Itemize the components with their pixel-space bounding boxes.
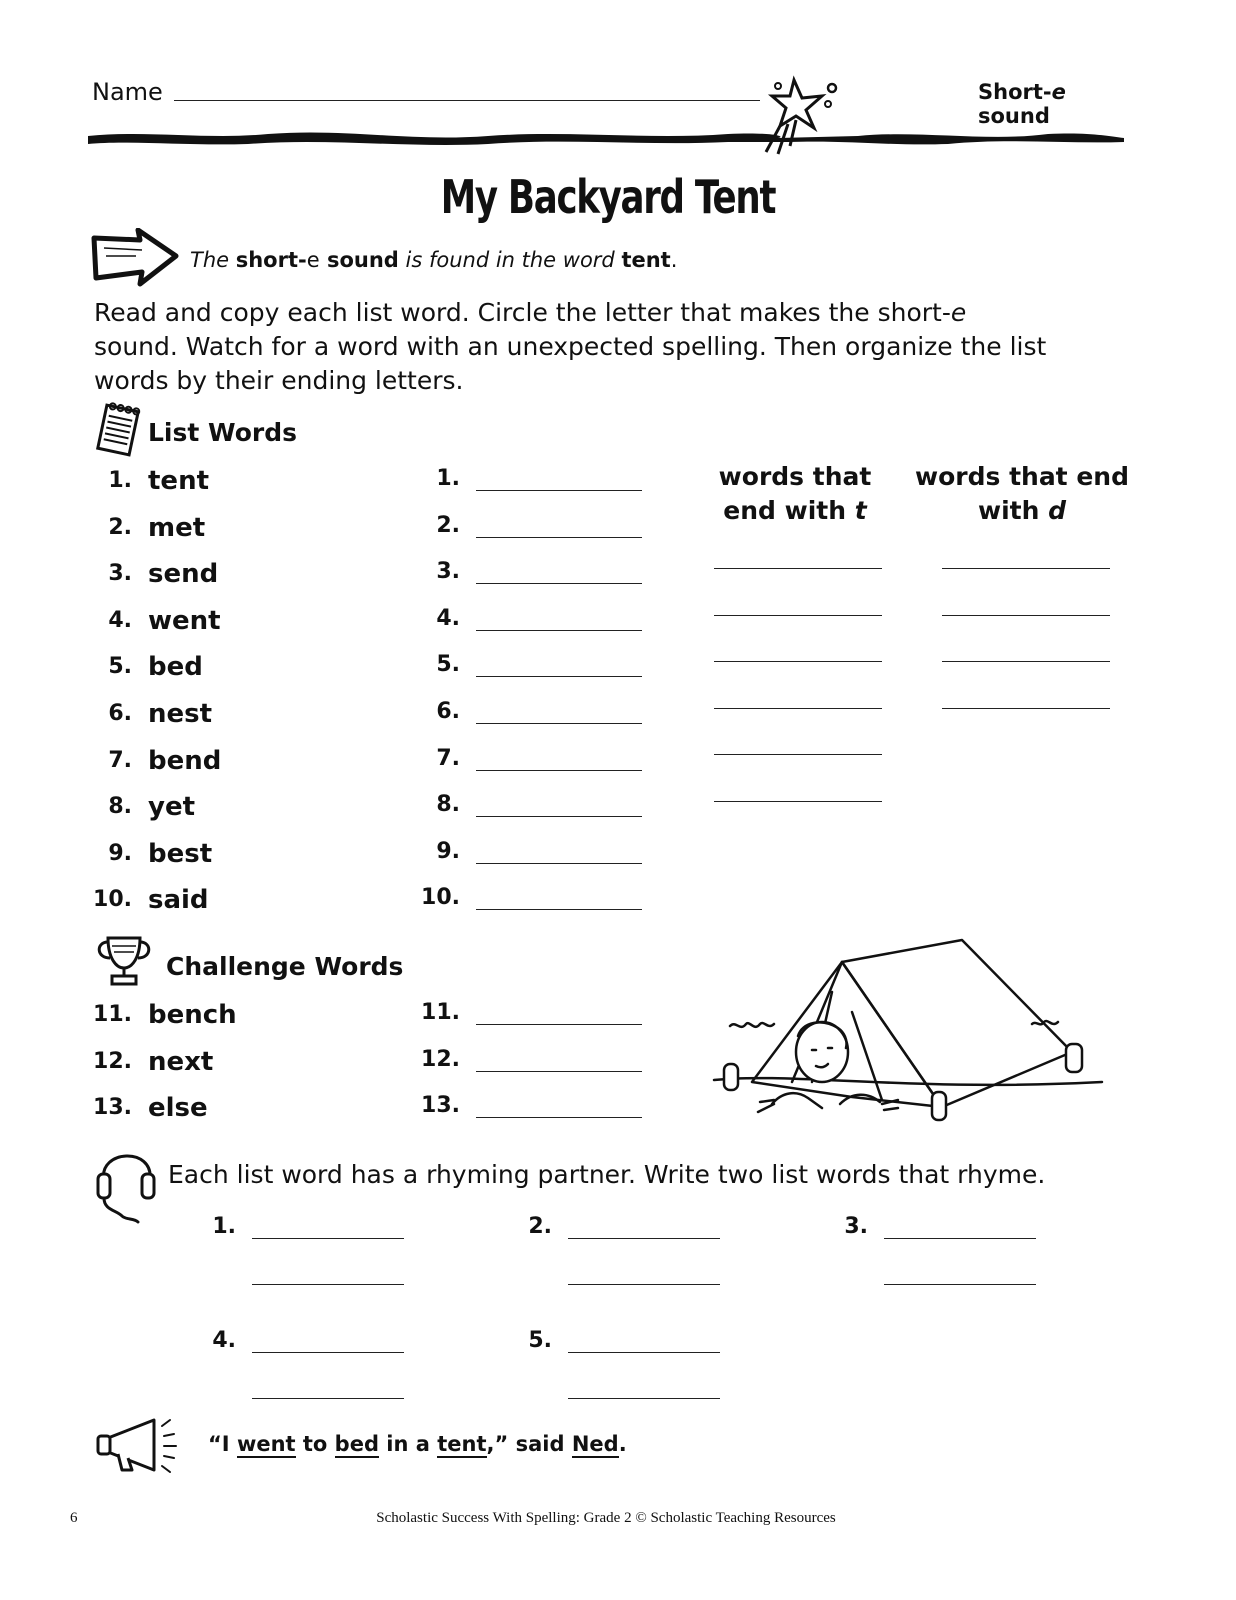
rhyme-number: 4. <box>212 1328 236 1353</box>
name-field[interactable] <box>174 100 760 101</box>
rhyme-instruction: Each list word has a rhyming partner. Write two list words that rhyme. <box>168 1160 1046 1189</box>
challenge-word-number: 11. <box>93 1002 132 1027</box>
list-word-number: 1. <box>108 468 132 493</box>
copy-blank[interactable] <box>476 863 642 864</box>
list-word-number: 6. <box>108 701 132 726</box>
copy-blank[interactable] <box>476 816 642 817</box>
rhyme-number: 3. <box>844 1214 868 1239</box>
underlined-word: went <box>236 1432 296 1456</box>
instruction-line-1: Read and copy each list word. Circle the letter that makes the short-e <box>94 298 967 327</box>
rhyme-number: 5. <box>528 1328 552 1353</box>
list-word-number: 5. <box>108 654 132 680</box>
sort-blank-t[interactable] <box>714 615 882 616</box>
list-word: nest <box>148 699 213 729</box>
copy-blank[interactable] <box>476 676 642 677</box>
challenge-word: next <box>148 1046 214 1077</box>
copy-blank[interactable] <box>476 909 642 910</box>
copy-blank[interactable] <box>476 583 642 584</box>
rhyme-blank[interactable] <box>568 1238 720 1239</box>
copy-number: 8. <box>436 792 460 818</box>
rhyme-blank[interactable] <box>568 1398 720 1399</box>
sort-blank-t[interactable] <box>714 801 882 802</box>
copy-blank[interactable] <box>476 1117 642 1118</box>
header-divider <box>88 124 1124 150</box>
notepad-icon <box>90 400 146 458</box>
sort-blank-d[interactable] <box>942 661 1110 662</box>
rhyme-blank[interactable] <box>252 1284 404 1285</box>
quote-sentence: “I went to bed in a tent,” said Ned. <box>208 1432 627 1456</box>
rhyme-number: 1. <box>212 1214 236 1239</box>
list-word: tent <box>148 466 210 496</box>
footer-credit: Scholastic Success With Spelling: Grade 2 © Scholastic Teaching Resources <box>376 1510 836 1526</box>
sort-blank-t[interactable] <box>714 708 882 709</box>
copy-number: 4. <box>436 605 460 631</box>
instruction-line-2: sound. Watch for a word with an unexpected spelling. Then organize the list <box>94 332 1047 361</box>
copy-blank[interactable] <box>476 537 642 538</box>
instructions <box>94 296 1154 398</box>
list-word-number: 3. <box>108 561 132 587</box>
sort-heading-t: words that end with t <box>718 462 872 525</box>
list-word: bed <box>148 652 203 683</box>
sort-blank-t[interactable] <box>714 568 882 569</box>
headphones-icon <box>94 1140 160 1224</box>
arrow-icon <box>90 228 182 290</box>
copy-number: 6. <box>436 699 460 724</box>
copy-number: 2. <box>436 512 460 538</box>
copy-number: 13. <box>421 1093 460 1119</box>
megaphone-icon <box>94 1412 184 1480</box>
rhyme-blank[interactable] <box>568 1284 720 1285</box>
challenge-word-number: 12. <box>93 1048 132 1074</box>
underlined-word: Ned <box>571 1432 619 1456</box>
page-number: 6 <box>70 1510 78 1526</box>
list-word: best <box>148 838 213 869</box>
copy-blank[interactable] <box>476 490 642 491</box>
instruction-line-3: words by their ending letters. <box>94 366 464 395</box>
tent-illustration <box>712 932 1112 1132</box>
copy-number: 10. <box>421 885 460 911</box>
list-word: bend <box>148 745 222 776</box>
skill-label: Short-e sound <box>978 80 1066 128</box>
copy-number: 9. <box>436 838 460 864</box>
copy-number: 7. <box>436 745 460 771</box>
list-word-number: 4. <box>108 607 132 633</box>
list-word-number: 8. <box>108 794 132 820</box>
copy-number: 1. <box>436 466 460 491</box>
copy-blank[interactable] <box>476 630 642 631</box>
trophy-icon <box>92 934 156 992</box>
challenge-words-heading: Challenge Words <box>166 952 404 981</box>
sort-blank-t[interactable] <box>714 661 882 662</box>
copy-blank[interactable] <box>476 1024 642 1025</box>
copy-blank[interactable] <box>476 723 642 724</box>
copy-number: 11. <box>421 1000 460 1025</box>
name-label: Name <box>92 78 163 106</box>
sort-blank-d[interactable] <box>942 708 1110 709</box>
list-word: went <box>148 605 221 636</box>
rhyme-blank[interactable] <box>568 1352 720 1353</box>
rhyme-blank[interactable] <box>252 1398 404 1399</box>
copy-number: 3. <box>436 559 460 585</box>
page-title: My Backyard Tent <box>440 170 776 224</box>
copy-blank[interactable] <box>476 770 642 771</box>
challenge-word: bench <box>148 1000 237 1030</box>
sort-blank-t[interactable] <box>714 754 882 755</box>
rhyme-blank[interactable] <box>884 1238 1036 1239</box>
list-word-number: 7. <box>108 747 132 773</box>
challenge-word: else <box>148 1093 208 1124</box>
sort-blank-d[interactable] <box>942 568 1110 569</box>
challenge-word-number: 13. <box>93 1095 132 1121</box>
rhyme-number: 2. <box>528 1214 552 1239</box>
list-words-heading: List Words <box>148 418 297 447</box>
list-word: send <box>148 559 219 590</box>
rhyme-blank[interactable] <box>252 1238 404 1239</box>
list-word-number: 2. <box>108 514 132 540</box>
copy-number: 5. <box>436 652 460 678</box>
sort-blank-d[interactable] <box>942 615 1110 616</box>
rhyme-blank[interactable] <box>252 1352 404 1353</box>
list-word: said <box>148 885 209 916</box>
sort-heading-d: words that end with d <box>914 462 1129 525</box>
underlined-word: tent <box>437 1432 487 1456</box>
copy-blank[interactable] <box>476 1071 642 1072</box>
rhyme-blank[interactable] <box>884 1284 1036 1285</box>
list-word-number: 9. <box>108 840 132 866</box>
list-word: yet <box>148 792 196 823</box>
list-word: met <box>148 512 206 543</box>
copy-number: 12. <box>421 1046 460 1072</box>
tip-text: The short-e sound is found in the word tent. <box>190 248 678 272</box>
list-word-number: 10. <box>93 887 132 913</box>
underlined-word: bed <box>334 1432 379 1456</box>
